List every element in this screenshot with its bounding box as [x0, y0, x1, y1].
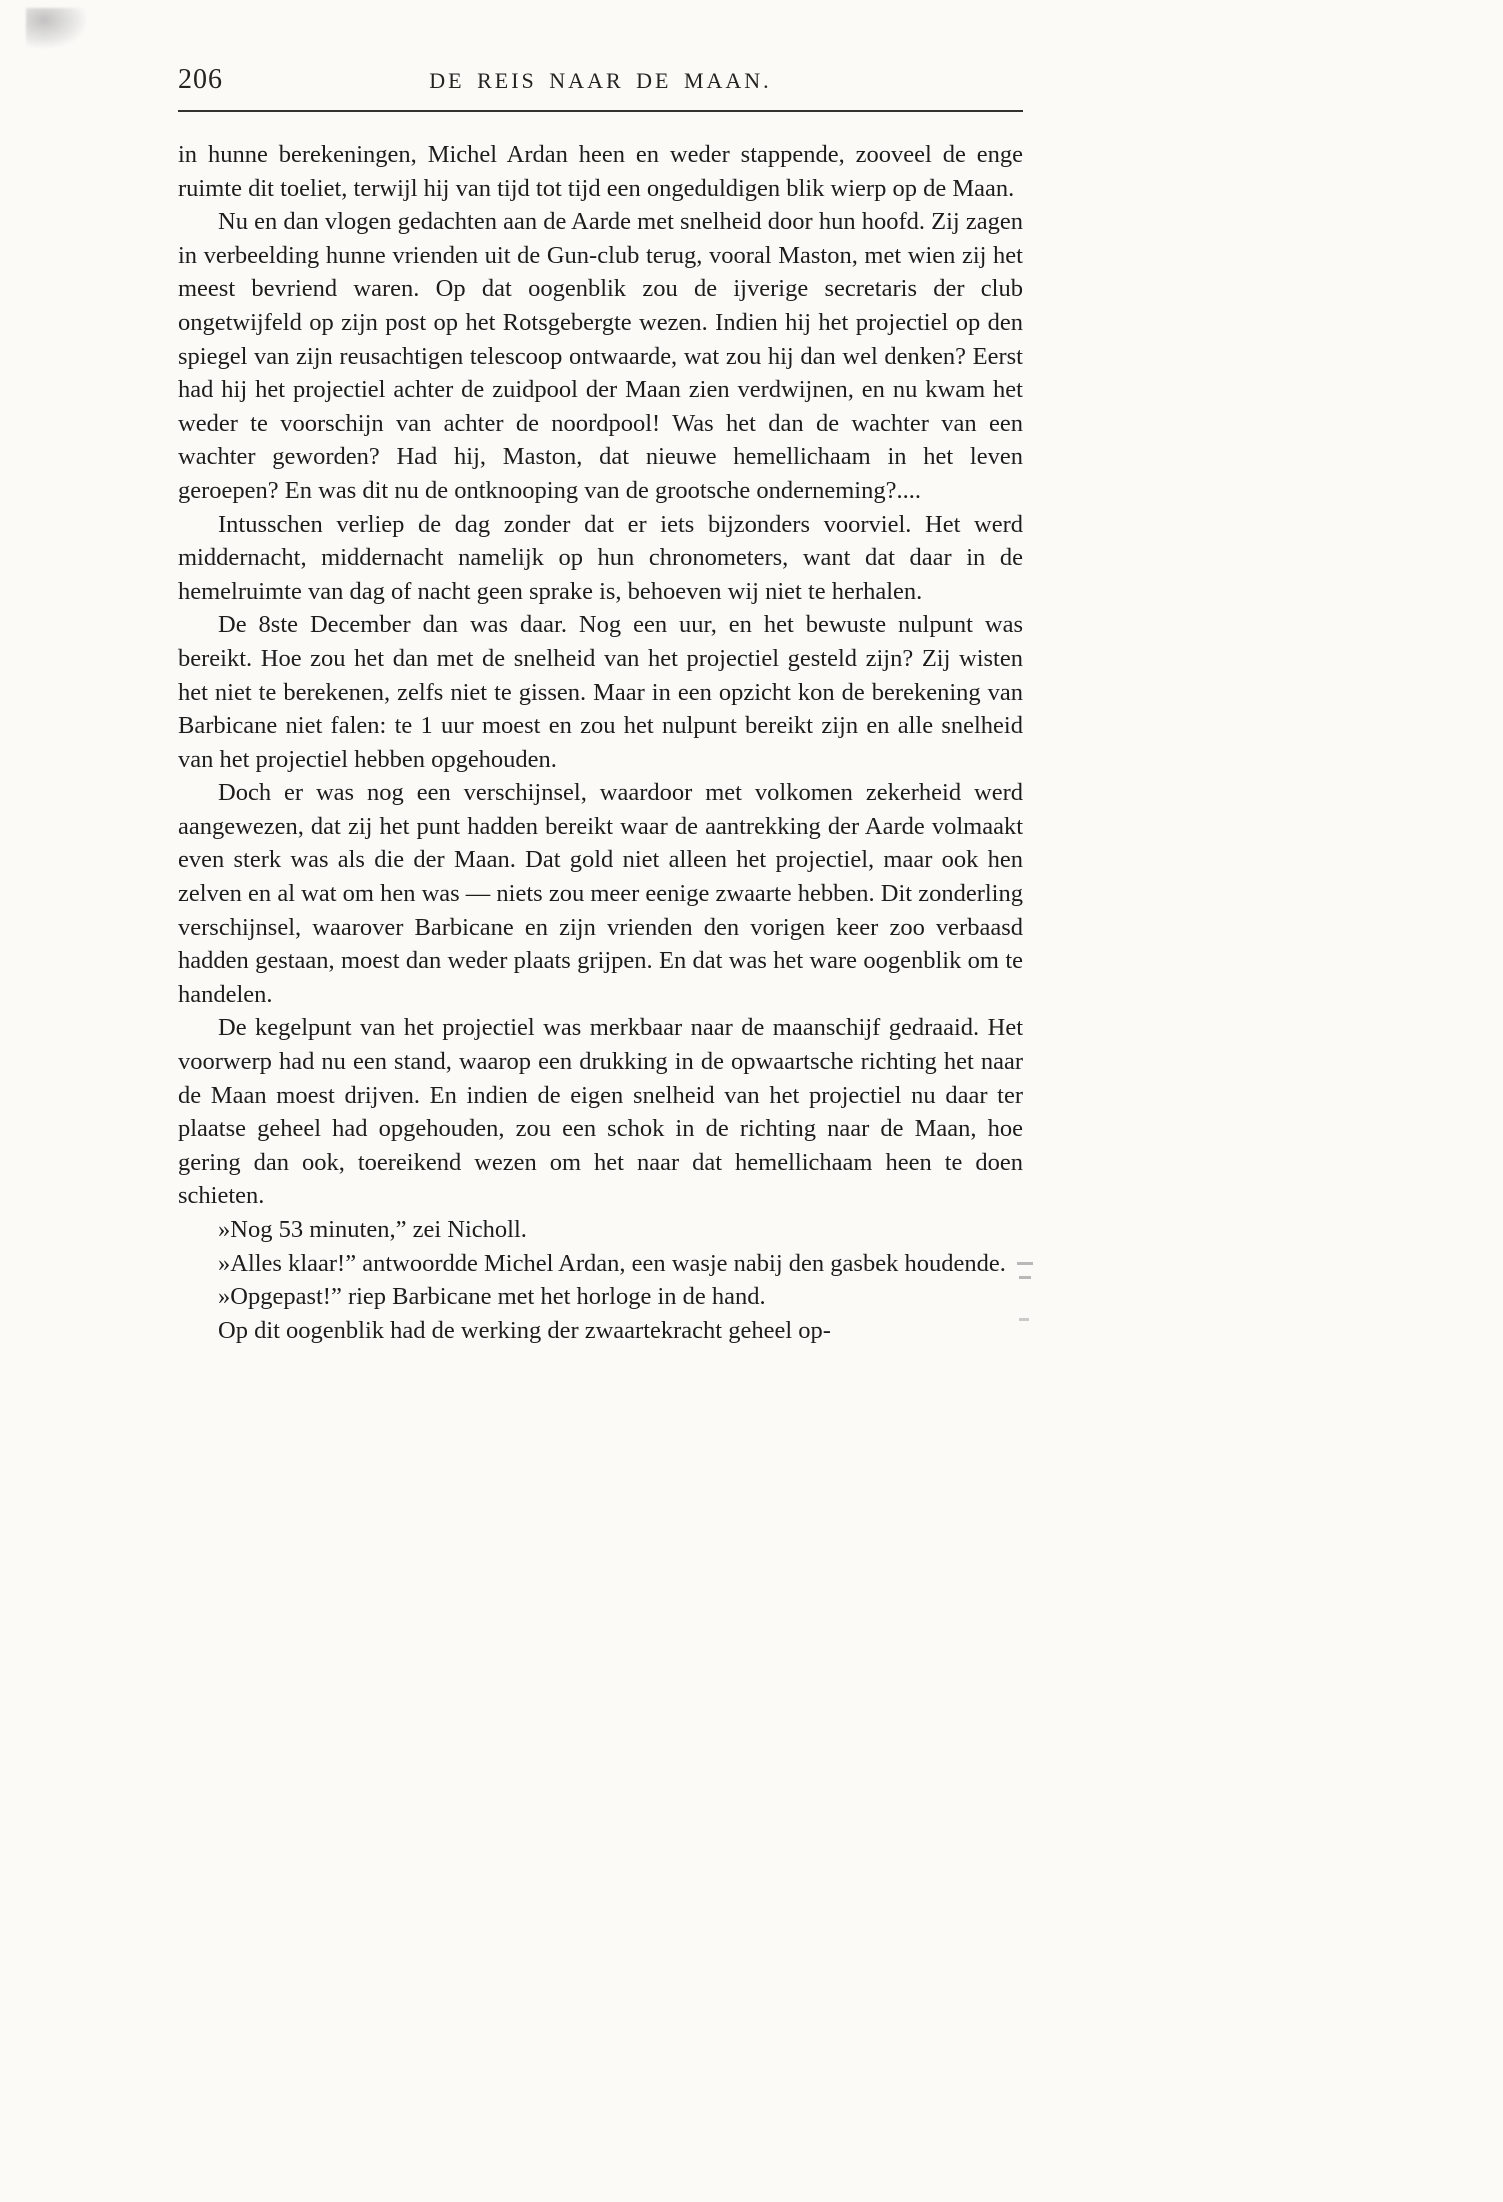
- paragraph: »Alles klaar!” antwoordde Michel Ardan, een wasje nabij den gasbek houdende.: [218, 1249, 1006, 1277]
- running-title: DE REIS NAAR DE MAAN.: [429, 68, 772, 93]
- paragraph: De kegelpunt van het projectiel was merkbaar naar de maanschijf gedraaid. Het voorwerp had nu een stand, waarop een drukking in de opwaartsche richting het naar de Maan moest drijven. En indien de eigen snelheid van het projectiel nu daar ter plaatse geheel had opgehouden, zou een schok in de richting naar de Maan, hoe gering dan ook, toereikend wezen om het naar dat hemellichaam heen te doen schieten.: [178, 1014, 1023, 1210]
- paragraph: »Opgepast!” riep Barbicane met het horloge in de hand.: [218, 1283, 766, 1311]
- paragraph: De 8ste December dan was daar. Nog een uur, en het bewuste nulpunt was bereikt. Hoe zou het dan met de snelheid van het projectiel gesteld zijn? Zij wisten het niet te berekenen, zelfs niet te gissen. Maar in een opzicht kon de berekening van Barbicane niet falen: te 1 uur moest en zou het nulpunt bereikt zijn en alle snelheid van het projectiel hebben opgehouden.: [178, 611, 1023, 773]
- text-block: [178, 138, 1023, 1347]
- paragraph: Intusschen verliep de dag zonder dat er iets bijzonders voorviel. Het werd middernacht, middernacht namelijk op hun chronometers, want dat daar in de hemelruimte van dag of nacht geen sprake is, behoeven wij niet te herhalen.: [178, 510, 1023, 605]
- paragraph: Doch er was nog een verschijnsel, waardoor met volkomen zekerheid werd aangewezen, dat zij het punt hadden bereikt waar de aantrekking der Aarde volmaakt even sterk was als die der Maan. Dat gold niet alleen het projectiel, maar ook hen zelven en al wat om hen was — niets zou meer eenige zwaarte hebben. Dit zonderling verschijnsel, waarover Barbicane en zijn vrienden den vorigen keer zoo verbaasd hadden gestaan, moest dan weder plaats grijpen. En dat was het ware oogenblik om te handelen.: [178, 779, 1023, 1008]
- paragraph: in hunne berekeningen, Michel Ardan heen en weder stappende, zooveel de enge ruimte dit toeliet, terwijl hij van tijd tot tijd een ongeduldigen blik wierp op de Maan.: [178, 141, 1023, 202]
- page-number: 206: [178, 64, 223, 95]
- header-rule: [178, 110, 1023, 112]
- page-header: [178, 60, 1023, 102]
- paragraph: Op dit oogenblik had de werking der zwaartekracht geheel op-: [218, 1316, 831, 1344]
- paragraph: Nu en dan vlogen gedachten aan de Aarde met snelheid door hun hoofd. Zij zagen in verbeelding hunne vrienden uit de Gun-club terug, vooral Maston, met wien zij het meest bevriend waren. Op dat oogenblik zou de ijverige secretaris der club ongetwijfeld op zijn post op het Rotsgebergte wezen. Indien hij het projectiel op den spiegel van zijn reusachtigen telescoop ontwaarde, wat zou hij dan wel denken? Eerst had hij het projectiel achter de zuidpool der Maan zien verdwijnen, en nu kwam het weder te voorschijn van achter de noordpool! Was het dan de wachter van een wachter geworden? Had hij, Maston, dat nieuwe hemellichaam in het leven geroepen? En was dit nu de ontknooping van de grootsche onderneming?....: [178, 208, 1023, 504]
- paragraph: »Nog 53 minuten,” zei Nicholl.: [218, 1216, 527, 1243]
- scan-smudge-artifact: [26, 8, 86, 48]
